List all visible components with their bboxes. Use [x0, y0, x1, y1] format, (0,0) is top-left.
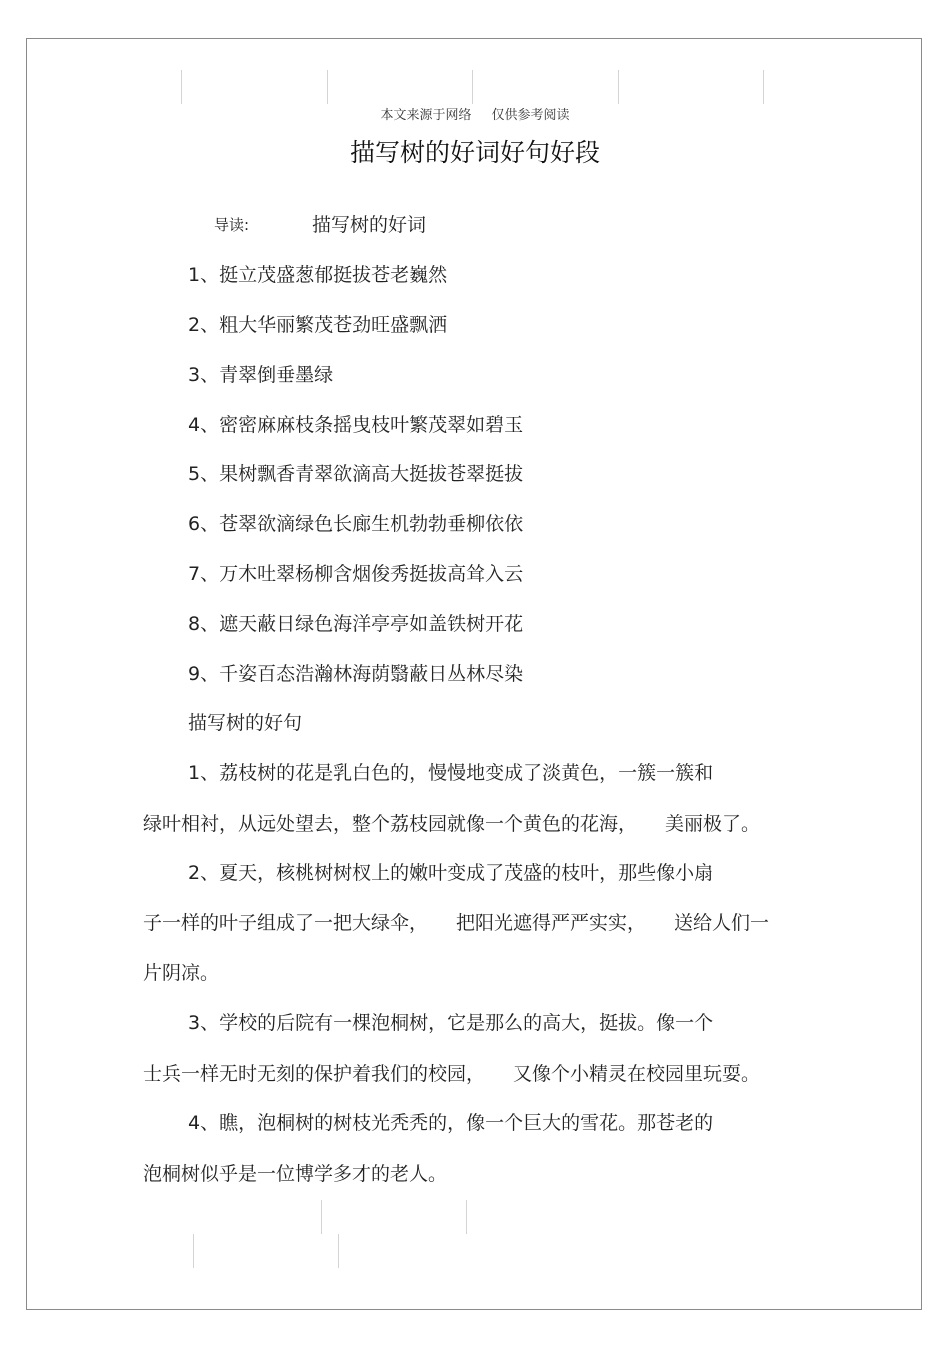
sentence-3-line-2 — [143, 1060, 760, 1088]
word-list-item: 1、挺立茂盛葱郁挺拔苍老巍然 — [188, 264, 448, 286]
sentence-3-part-a: 士兵一样无时无刻的保护着我们的校园， — [143, 1063, 486, 1085]
guide-line — [321, 1200, 322, 1234]
guide-line — [181, 70, 182, 104]
sentence-2-line-1: 2、夏天，核桃树树杈上的嫩叶变成了茂盛的枝叶，那些像小扇 — [188, 862, 714, 884]
reference-note: 仅供参考阅读 — [491, 108, 570, 123]
guide-line — [327, 70, 328, 104]
header-note — [0, 104, 950, 123]
sentence-2-part-b: 把阳光遮得严严实实， — [456, 912, 647, 934]
sentence-1-part-a: 绿叶相衬，从远处望去，整个荔枝园就像一个黄色的花海， — [143, 813, 638, 835]
guide-line — [472, 70, 473, 104]
sentences-heading: 描写树的好句 — [188, 712, 303, 734]
source-note: 本文来源于网络 — [380, 108, 472, 123]
intro-heading: 描写树的好词 — [312, 214, 427, 236]
guide-line — [193, 1234, 194, 1268]
sentence-2-line-3: 片阴凉。 — [143, 962, 220, 984]
page-title: 描写树的好词好句好段 — [349, 138, 600, 167]
sentence-2-part-c: 送给人们一 — [674, 912, 770, 934]
word-list-item: 9、千姿百态浩瀚林海荫翳蔽日丛林尽染 — [188, 663, 524, 685]
word-list-item: 5、果树飘香青翠欲滴高大挺拔苍翠挺拔 — [188, 463, 524, 485]
word-list-item: 2、粗大华丽繁茂苍劲旺盛飘洒 — [188, 314, 448, 336]
sentence-2-line-2 — [143, 909, 769, 937]
sentence-4-line-2: 泡桐树似乎是一位博学多才的老人。 — [143, 1163, 448, 1185]
guide-line — [763, 70, 764, 104]
sentence-1-part-b: 美丽极了。 — [665, 813, 761, 835]
word-list-item: 3、青翠倒垂墨绿 — [188, 364, 334, 386]
intro-label: 导读: — [214, 216, 250, 234]
sentence-3-line-1: 3、学校的后院有一棵泡桐树，它是那么的高大，挺拔。像一个 — [188, 1012, 714, 1034]
sentence-3-part-b: 又像个小精灵在校园里玩耍。 — [513, 1063, 761, 1085]
guide-line — [338, 1234, 339, 1268]
guide-line — [466, 1200, 467, 1234]
sentence-1-line-2 — [143, 810, 760, 838]
sentence-4-line-1: 4、瞧，泡桐树的树枝光秃秃的，像一个巨大的雪花。那苍老的 — [188, 1112, 714, 1134]
word-list-item: 7、万木吐翠杨柳含烟俊秀挺拔高耸入云 — [188, 563, 524, 585]
sentence-2-part-a: 子一样的叶子组成了一把大绿伞， — [143, 912, 429, 934]
word-list-item: 4、密密麻麻枝条摇曳枝叶繁茂翠如碧玉 — [188, 414, 524, 436]
word-list-item: 6、苍翠欲滴绿色长廊生机勃勃垂柳依依 — [188, 513, 524, 535]
guide-line — [618, 70, 619, 104]
sentence-1-line-1: 1、荔枝树的花是乳白色的，慢慢地变成了淡黄色，一簇一簇和 — [188, 762, 714, 784]
word-list-item: 8、遮天蔽日绿色海洋亭亭如盖铁树开花 — [188, 613, 524, 635]
